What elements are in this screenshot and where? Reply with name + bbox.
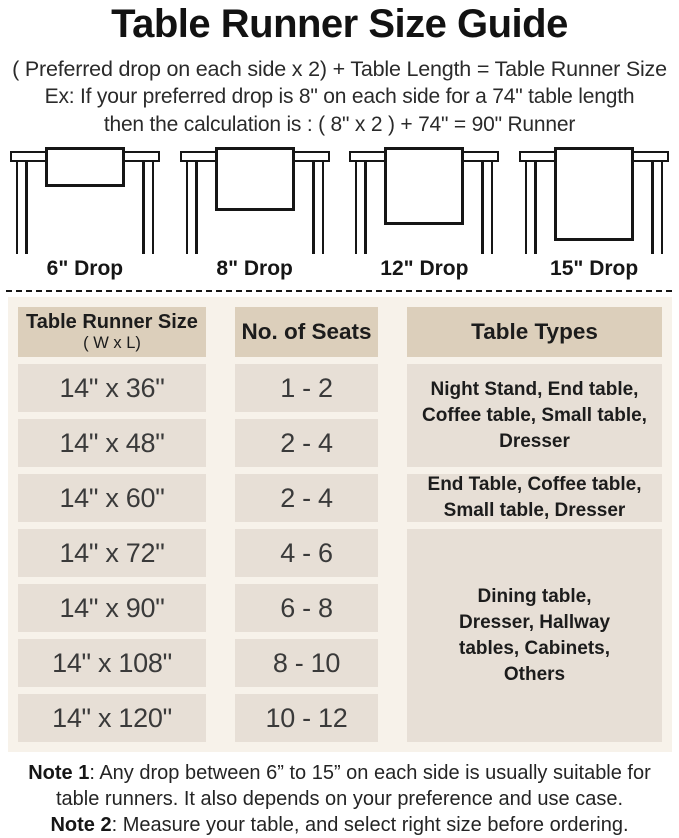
- drop-label: 8" Drop: [216, 257, 293, 280]
- note-1-label: Note 1: [28, 762, 90, 784]
- table-runner-size-guide: [0, 2, 679, 836]
- table-leg: [322, 162, 324, 254]
- table-leg: [186, 162, 188, 254]
- table-types-cell: Night Stand, End table, Coffee table, Small table, Dresser: [407, 364, 662, 467]
- col-header-runner-size-title: Table Runner Size: [26, 311, 198, 333]
- runner-rect: [384, 147, 464, 225]
- seats-cell: 8 - 10: [235, 639, 378, 687]
- table-leg: [661, 162, 663, 254]
- note-2-label: Note 2: [50, 814, 112, 836]
- seats-cell: 2 - 4: [235, 474, 378, 522]
- col-header-runner-size: [18, 307, 206, 357]
- seats-cell: 4 - 6: [235, 529, 378, 577]
- example-line-2: then the calculation is : ( 8" x 2 ) + 74" = 90" Runner: [103, 113, 576, 136]
- size-cell: 14" x 90": [18, 584, 206, 632]
- illustration-6-drop: [0, 145, 170, 281]
- drop-illustrations: [0, 145, 679, 281]
- table-leg: [355, 162, 357, 254]
- illustration-8-drop: [170, 145, 340, 281]
- seats-cell: 1 - 2: [235, 364, 378, 412]
- note-1-text: : Any drop between 6” to 15” on each side is usually suitable for table runners. It also depends on your preference and use case.: [55, 762, 651, 810]
- note-2: [14, 812, 665, 838]
- size-cell: 14" x 120": [18, 694, 206, 742]
- page-title: Table Runner Size Guide: [111, 2, 568, 46]
- seats-cell: 6 - 8: [235, 584, 378, 632]
- table-leg: [481, 162, 484, 254]
- example-line-1: Ex: If your preferred drop is 8" on each side for a 74" table length: [44, 85, 635, 108]
- runner-rect: [45, 147, 125, 187]
- table-leg: [491, 162, 493, 254]
- col-header-table-types: Table Types: [407, 307, 662, 357]
- table-drawing: [349, 145, 499, 254]
- col-header-runner-size-subtitle: ( W x L): [83, 334, 141, 352]
- size-table: [18, 307, 662, 742]
- drop-label: 12" Drop: [380, 257, 469, 280]
- seats-cell: 2 - 4: [235, 419, 378, 467]
- runner-rect: [215, 147, 295, 211]
- table-drawing: [180, 145, 330, 254]
- table-leg: [312, 162, 315, 254]
- runner-rect: [554, 147, 634, 241]
- size-table-panel: [8, 297, 672, 752]
- table-drawing: [10, 145, 160, 254]
- illustration-15-drop: [509, 145, 679, 281]
- table-types-cell: Dining table, Dresser, Hallway tables, Cabinets, Others: [407, 529, 662, 742]
- table-types-cell: End Table, Coffee table, Small table, Dresser: [407, 474, 662, 522]
- notes-section: [0, 760, 679, 838]
- note-1: [14, 760, 665, 812]
- size-cell: 14" x 108": [18, 639, 206, 687]
- note-2-text: : Measure your table, and select right size before ordering.: [111, 814, 629, 836]
- table-leg: [16, 162, 18, 254]
- drop-label: 15" Drop: [550, 257, 639, 280]
- size-cell: 14" x 60": [18, 474, 206, 522]
- table-leg: [142, 162, 145, 254]
- table-leg: [195, 162, 198, 254]
- drop-label: 6" Drop: [46, 257, 124, 280]
- size-cell: 14" x 72": [18, 529, 206, 577]
- table-leg: [25, 162, 28, 254]
- table-leg: [525, 162, 527, 254]
- seats-cell: 10 - 12: [235, 694, 378, 742]
- size-cell: 14" x 48": [18, 419, 206, 467]
- table-leg: [534, 162, 537, 254]
- table-drawing: [519, 145, 669, 254]
- table-leg: [364, 162, 367, 254]
- dashed-divider: [6, 290, 673, 292]
- table-leg: [152, 162, 154, 254]
- table-leg: [651, 162, 654, 254]
- size-cell: 14" x 36": [18, 364, 206, 412]
- formula-text: ( Preferred drop on each side x 2) + Table Length = Table Runner Size: [12, 57, 667, 81]
- col-header-seats: No. of Seats: [235, 307, 378, 357]
- illustration-12-drop: [340, 145, 510, 281]
